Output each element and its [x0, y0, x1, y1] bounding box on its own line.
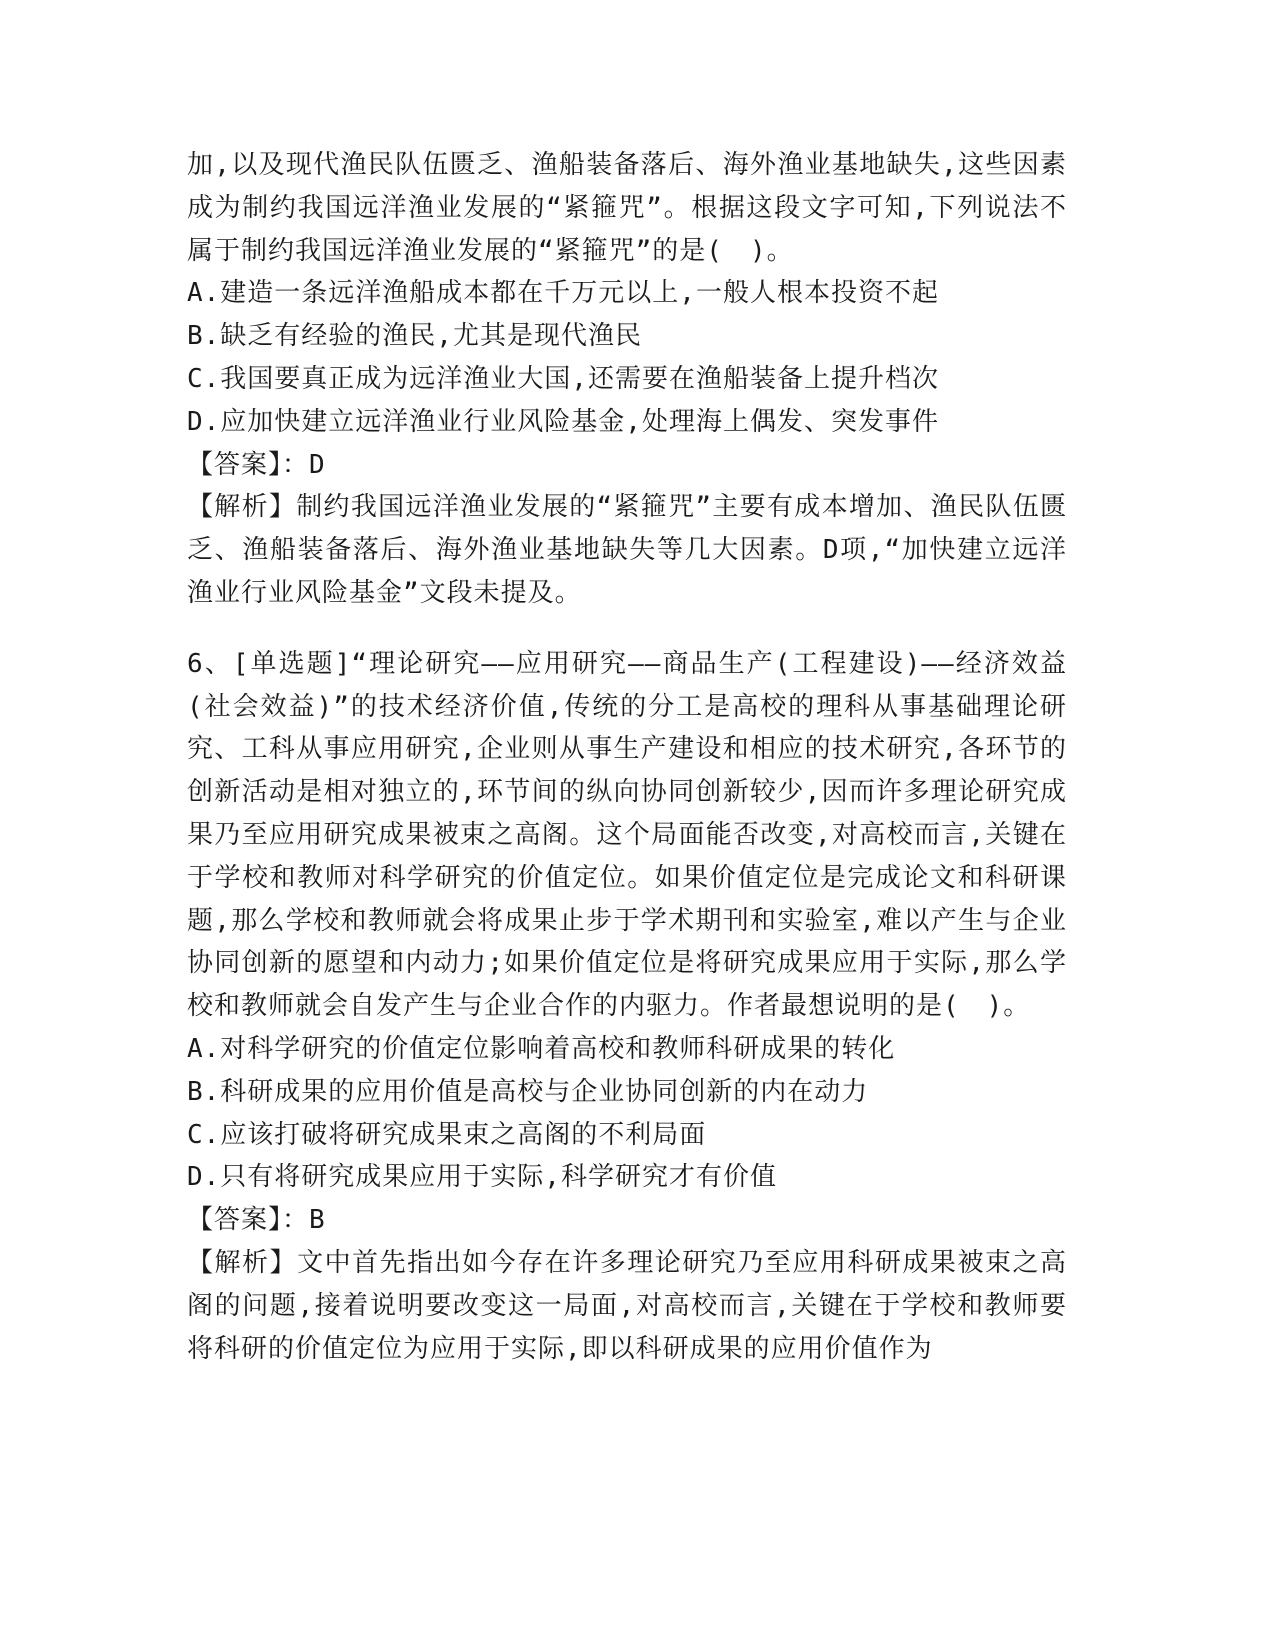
document-body [187, 144, 1067, 1370]
question-6-option-c: C.应该打破将研究成果束之高阁的不利局面 [187, 1119, 707, 1150]
question-5-option-c: C.我国要真正成为远洋渔业大国,还需要在渔船装备上提升档次 [187, 363, 939, 394]
question-5-option-a: A.建造一条远洋渔船成本都在千万元以上,一般人根本投资不起 [187, 278, 939, 309]
question-6-answer: 【答案】：B [187, 1205, 326, 1236]
question-6-option-a: A.对科学研究的价值定位影响着高校和教师科研成果的转化 [187, 1033, 896, 1064]
question-5-answer: 【答案】：D [187, 449, 326, 480]
question-separator [187, 615, 1067, 643]
question-5-analysis: 【解析】制约我国远洋渔业发展的“紧箍咒”主要有成本增加、渔民队伍匮乏、渔船装备落后、海外渔业基地缺失等几大因素。D项,“加快建立远洋渔业行业风险基金”文段未提及。 [187, 492, 1067, 608]
question-5-option-b: B.缺乏有经验的渔民,尤其是现代渔民 [187, 321, 642, 352]
question-6-analysis: 【解析】文中首先指出如今存在许多理论研究乃至应用科研成果被束之高阁的问题,接着说明要改变这一局面,对高校而言,关键在于学校和教师要将科研的价值定位为应用于实际,即以科研成果的应用价值作为 [187, 1247, 1067, 1364]
question-6-option-b: B.科研成果的应用价值是高校与企业协同创新的内在动力 [187, 1076, 869, 1107]
question-6-option-d: D.只有将研究成果应用于实际,科学研究才有价值 [187, 1162, 777, 1193]
question-6-stem: 6、[单选题]“理论研究——应用研究——商品生产(工程建设)——经济效益(社会效益)”的技术经济价值,传统的分工是高校的理科从事基础理论研究、工科从事应用研究,企业则从事生产建设和相应的技术研究,各环节的创新活动是相对独立的,环节间的纵向协同创新较少,因而许多理论研究成果乃至应用研究成果被束之高阁。这个局面能否改变,对高校而言,关键在于学校和教师对科学研究的价值定位。如果价值定位是完成论文和科研课题,那么学校和教师就会将成果止步于学术期刊和实验室,难以产生与企业协同创新的愿望和内动力;如果价值定位是将研究成果应用于实际,那么学校和教师就会自发产生与企业合作的内驱力。作者最想说明的是( )。 [187, 648, 1067, 1022]
question-5-stem: 加,以及现代渔民队伍匮乏、渔船装备落后、海外渔业基地缺失,这些因素成为制约我国远洋渔业发展的“紧箍咒”。根据这段文字可知,下列说法不属于制约我国远洋渔业发展的“紧箍咒”的是( )。 [187, 150, 1067, 266]
question-5-option-d: D.应加快建立远洋渔业行业风险基金,处理海上偶发、突发事件 [187, 406, 939, 437]
